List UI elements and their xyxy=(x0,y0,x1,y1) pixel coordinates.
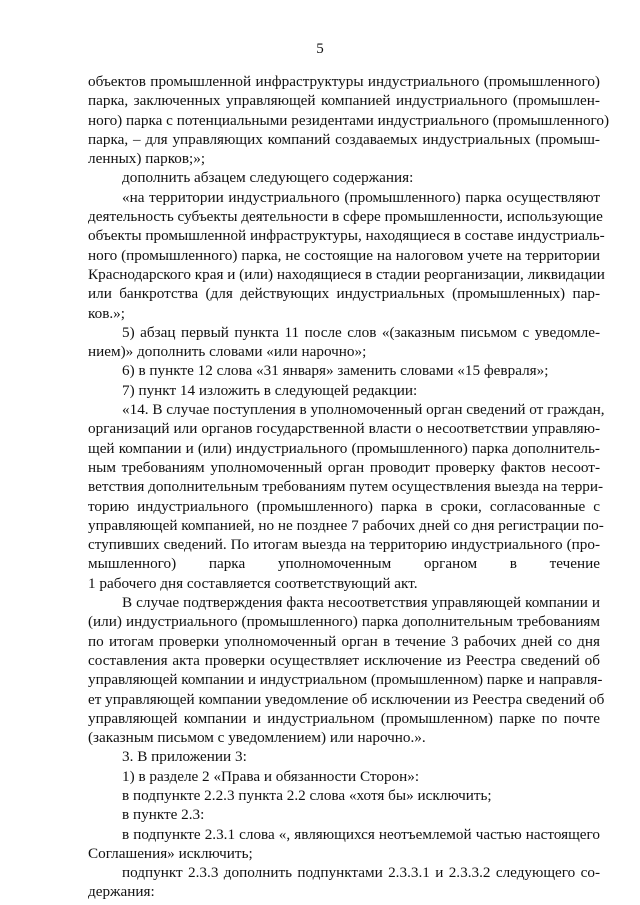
text-line: управляющей компании и индустриальном (промышленном) парке по почте xyxy=(88,709,600,727)
text-line: подпункт 2.3.3 дополнить подпунктами 2.3.3.1 и 2.3.3.2 следующего со- xyxy=(122,864,600,882)
text-line: ступивших сведений. По итогам выезда на территорию индустриального (про- xyxy=(88,536,600,554)
text-line: Краснодарского края и (или) находящиеся в стадии реорганизации, ликвидации xyxy=(88,265,605,283)
text-line: в пункте 2.3: xyxy=(122,806,205,824)
text-line: составления акта проверки осуществляет исключение из Реестра сведений об xyxy=(88,651,600,669)
text-line: ного (промышленного) парка, не состоящие на налоговом учете на территории xyxy=(88,246,600,264)
text-line: 1 рабочего дня составляется соответствующий акт. xyxy=(88,574,418,592)
text-line: парка, заключенных управляющей компанией индустриального (промышлен- xyxy=(88,92,600,110)
text-line: или банкротства (для действующих индустриальных (промышленных) пар- xyxy=(88,285,600,303)
text-line: управляющей компанией, но не позднее 7 рабочих дней со дня регистрации по- xyxy=(88,516,604,534)
text-line: объектов промышленной инфраструктуры индустриального (промышленного) xyxy=(88,73,600,90)
text-line: организаций или органов государственной власти о несоответствии управляю- xyxy=(88,420,600,438)
text-line: 3. В приложении 3: xyxy=(122,748,247,766)
text-line: «14. В случае поступления в уполномоченный орган сведений от граждан, xyxy=(122,401,605,419)
text-line: ным требованиям уполномоченный орган проводит проверку фактов несоот- xyxy=(88,458,600,476)
text-line: 1) в разделе 2 «Права и обязанности Сторон»: xyxy=(122,767,420,785)
text-line: дополнить абзацем следующего содержания: xyxy=(122,169,414,187)
text-line: торию индустриального (промышленного) парка в сроки, согласованные с xyxy=(88,497,600,515)
text-line: ет управляющей компании уведомление об исключении из Реестра сведений об xyxy=(88,690,605,708)
text-line: по итогам проверки уполномоченный орган в течение 3 рабочих дней со дня xyxy=(88,632,600,650)
text-line: Соглашения» исключить; xyxy=(88,844,253,862)
text-line: ветствия дополнительным требованиям путем осуществления выезда на терри- xyxy=(88,478,604,496)
text-line: объекты промышленной инфраструктуры, находящиеся в составе индустриаль- xyxy=(88,227,605,245)
text-line: в подпункте 2.2.3 пункта 2.2 слова «хотя бы» исключить; xyxy=(122,786,492,804)
text-line: (или) индустриального (промышленного) парка дополнительным требованиям xyxy=(88,613,600,631)
text-line: ков.»; xyxy=(88,304,125,322)
text-line: 7) пункт 14 изложить в следующей редакции: xyxy=(122,381,418,399)
text-line: деятельность субъекты деятельности в сфере промышленности, использующие xyxy=(88,208,603,226)
text-line: нием)» дополнить словами «или нарочно»; xyxy=(88,343,367,361)
text-line: ленных) парков;»; xyxy=(88,150,206,168)
document-body xyxy=(88,72,610,902)
text-line: ного) парка с потенциальными резидентами индустриального (промышленного) xyxy=(88,111,610,129)
text-line: в подпункте 2.3.1 слова «, являющихся неотъемлемой частью настоящего xyxy=(122,825,600,843)
text-line: держания: xyxy=(88,883,155,901)
text-line: щей компании и (или) индустриального (промышленного) парка дополнитель- xyxy=(88,439,600,457)
text-line: мышленного) парка уполномоченным органом в течение xyxy=(88,555,600,573)
text-line: 6) в пункте 12 слова «31 января» заменить словами «15 февраля»; xyxy=(122,362,549,380)
text-line: управляющей компании и индустриальном (промышленном) парке и направля- xyxy=(88,671,603,689)
text-line: «на территории индустриального (промышленного) парка осуществляют xyxy=(122,188,600,206)
page-number: 5 xyxy=(316,41,324,57)
text-line: 5) абзац первый пункта 11 после слов «(заказным письмом с уведомле- xyxy=(122,323,600,341)
text-line: парка, – для управляющих компаний создаваемых индустриальных (промыш- xyxy=(88,130,600,148)
text-line: (заказным письмом с уведомлением) или нарочно.». xyxy=(88,729,426,747)
text-line: В случае подтверждения факта несоответствия управляющей компании и xyxy=(122,594,600,612)
